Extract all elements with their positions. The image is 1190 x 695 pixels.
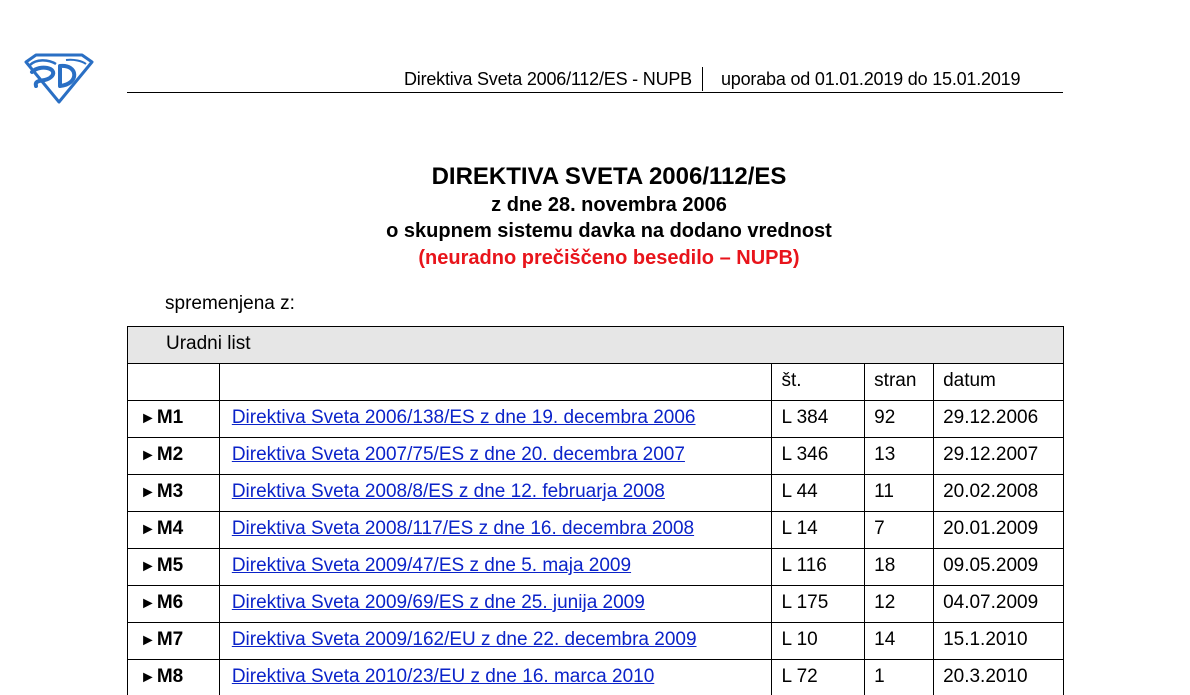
table-row [128, 549, 1064, 586]
header-validity: uporaba od 01.01.2019 do 15.01.2019 [721, 69, 1021, 89]
amendment-marker-label: M2 [156, 444, 184, 465]
amendment-act-text[interactable]: Direktiva Sveta 2010/23/EU z dne 16. marca 2010 [231, 666, 655, 687]
amendment-act-link[interactable] [219, 438, 772, 475]
amendment-marker [128, 475, 220, 512]
amendment-oj-date: 04.07.2009 [934, 586, 1064, 623]
amendment-marker [128, 623, 220, 660]
amendment-oj-page: 13 [865, 438, 934, 475]
amendment-marker-label: M8 [156, 666, 184, 687]
table-row [128, 586, 1064, 623]
amendment-oj-number: L 384 [772, 401, 865, 438]
table-row [128, 438, 1064, 475]
amendment-act-link[interactable] [219, 549, 772, 586]
arrow-right-icon: ► [140, 595, 156, 612]
amendment-act-text[interactable]: Direktiva Sveta 2008/8/ES z dne 12. februarja 2008 [231, 481, 665, 502]
document-title: DIREKTIVA SVETA 2006/112/ES [431, 163, 787, 190]
amendment-act-link[interactable] [219, 475, 772, 512]
amendment-act-text[interactable]: Direktiva Sveta 2009/69/ES z dne 25. junija 2009 [231, 592, 645, 613]
amendment-marker [128, 660, 220, 695]
amendment-oj-date: 29.12.2007 [934, 438, 1064, 475]
header-document-title: Direktiva Sveta 2006/112/ES - NUPB [403, 69, 692, 89]
document-subject: o skupnem sistemu davka na dodano vrednost [386, 220, 832, 242]
column-header-number: št. [772, 364, 865, 401]
amendment-oj-page: 92 [865, 401, 934, 438]
amendment-marker [128, 549, 220, 586]
column-header-page: stran [865, 364, 934, 401]
amendment-oj-number: L 175 [772, 586, 865, 623]
table-row [128, 401, 1064, 438]
table-row [128, 623, 1064, 660]
amendment-act-link[interactable] [219, 660, 772, 695]
amendment-oj-date: 20.02.2008 [934, 475, 1064, 512]
arrow-right-icon: ► [140, 669, 156, 686]
amendment-act-text[interactable]: Direktiva Sveta 2009/47/ES z dne 5. maja 2009 [231, 555, 632, 576]
amendment-oj-page: 11 [865, 475, 934, 512]
column-header-marker [128, 364, 220, 401]
amendment-oj-date: 09.05.2009 [934, 549, 1064, 586]
amendment-oj-number: L 72 [772, 660, 865, 695]
amendment-oj-page: 14 [865, 623, 934, 660]
table-row [128, 475, 1064, 512]
amendment-marker [128, 512, 220, 549]
amendment-act-link[interactable] [219, 586, 772, 623]
amendment-oj-date: 15.1.2010 [934, 623, 1064, 660]
amendment-act-text[interactable]: Direktiva Sveta 2007/75/ES z dne 20. decembra 2007 [231, 444, 685, 465]
amendment-act-link[interactable] [219, 401, 772, 438]
amendment-oj-date: 20.01.2009 [934, 512, 1064, 549]
amendment-oj-page: 7 [865, 512, 934, 549]
table-column-row [128, 364, 1064, 401]
amendment-oj-number: L 116 [772, 549, 865, 586]
amendment-marker [128, 586, 220, 623]
amendment-oj-number: L 10 [772, 623, 865, 660]
amendment-oj-number: L 346 [772, 438, 865, 475]
header-rule [127, 92, 1063, 93]
amendment-marker-label: M4 [156, 518, 184, 539]
amendment-marker [128, 401, 220, 438]
document-date: z dne 28. novembra 2006 [491, 194, 727, 216]
amendment-oj-number: L 14 [772, 512, 865, 549]
amendment-marker-label: M1 [156, 407, 184, 428]
amendment-marker-label: M7 [156, 629, 184, 650]
column-header-date: datum [934, 364, 1064, 401]
arrow-right-icon: ► [140, 410, 156, 427]
header-separator [702, 67, 703, 91]
arrow-right-icon: ► [140, 521, 156, 538]
arrow-right-icon: ► [140, 558, 156, 575]
amendment-marker-label: M5 [156, 555, 184, 576]
amendment-act-link[interactable] [219, 623, 772, 660]
amendment-marker-label: M6 [156, 592, 184, 613]
amendment-oj-date: 20.3.2010 [934, 660, 1064, 695]
arrow-right-icon: ► [140, 447, 156, 464]
table-heading-row [128, 327, 1064, 364]
official-journal-heading: Uradni list [128, 327, 1064, 364]
amendment-act-link[interactable] [219, 512, 772, 549]
column-header-act [219, 364, 772, 401]
amendment-act-text[interactable]: Direktiva Sveta 2008/117/ES z dne 16. decembra 2008 [231, 518, 695, 539]
amendments-table-body [128, 401, 1064, 695]
arrow-right-icon: ► [140, 484, 156, 501]
amendment-oj-number: L 44 [772, 475, 865, 512]
amendment-oj-page: 1 [865, 660, 934, 695]
arrow-right-icon: ► [140, 632, 156, 649]
amendment-act-text[interactable]: Direktiva Sveta 2006/138/ES z dne 19. decembra 2006 [231, 407, 696, 428]
document-note: (neuradno prečiščeno besedilo – NUPB) [418, 247, 800, 269]
amendment-oj-page: 12 [865, 586, 934, 623]
logo-icon [22, 52, 96, 104]
amendment-oj-date: 29.12.2006 [934, 401, 1064, 438]
amendment-oj-page: 18 [865, 549, 934, 586]
table-row [128, 660, 1064, 695]
table-row [128, 512, 1064, 549]
amendment-act-text[interactable]: Direktiva Sveta 2009/162/EU z dne 22. decembra 2009 [231, 629, 697, 650]
amendments-table [127, 326, 1064, 695]
amendment-marker [128, 438, 220, 475]
amendment-marker-label: M3 [156, 481, 184, 502]
amended-label: spremenjena z: [165, 293, 295, 314]
